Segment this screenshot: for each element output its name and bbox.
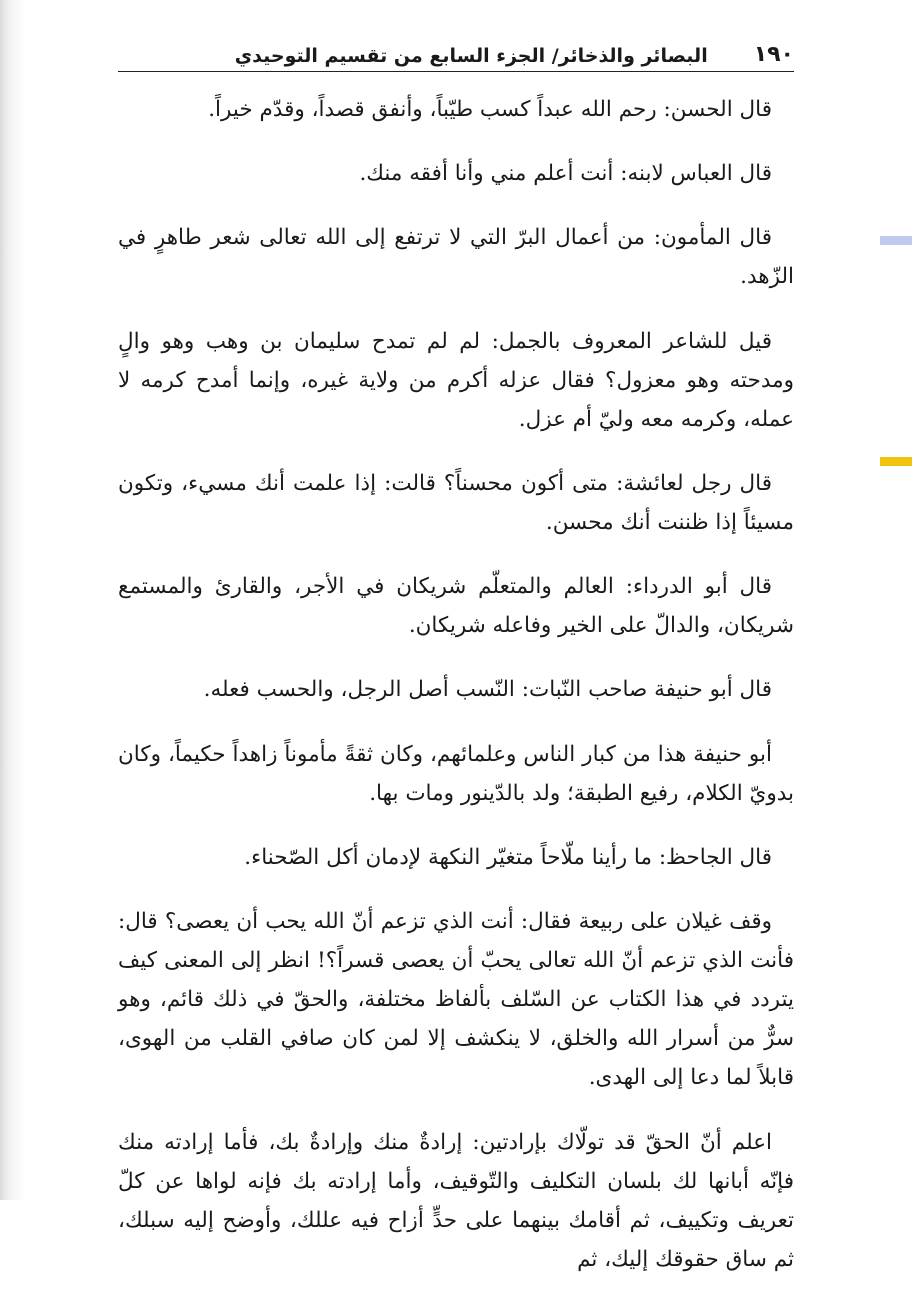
paragraph: قال الحسن: رحم الله عبداً كسب طيّباً، وأنفق قصداً، وقدّم خيراً. [208,97,772,122]
running-head: البصائر والذخائر/ الجزء السابع من تقسيم التوحيدي [234,45,708,67]
page-number: ١٩٠ [753,42,794,67]
paragraph: قال رجل لعائشة: متى أكون محسناً؟ قالت: إذا علمت أنك مسيء، وتكون مسيئاً إذا ظننت أنك محسن. [118,470,794,535]
paragraph: قال أبو حنيفة صاحب النّبات: النّسب أصل الرجل، والحسب فعله. [203,677,772,703]
paragraph: قال المأمون: من أعمال البرّ التي لا ترتفع إلى الله تعالى شعر طاهرٍ في الزّهد. [118,225,794,290]
paragraph: أبو حنيفة هذا من كبار الناس وعلمائهم، وكان ثقةً مأموناً زاهداً حكيماً، وكان بدويّ الكلام، رفيع الطبقة؛ ولد بالدّينور ومات بها. [118,741,794,806]
highlight-marker-yellow [880,457,912,466]
paragraph: قال أبو الدرداء: العالم والمتعلّم شريكان في الأجر، والقارئ والمستمع شريكان، والدالّ على الخير وفاعله شريكان. [118,574,794,639]
paragraph: قال العباس لابنه: أنت أعلم مني وأنا أفقه منك. [359,161,772,187]
paragraph: اعلم أنّ الحقّ قد تولّاك بإرادتين: إرادةٌ منك وإرادةٌ بك، فأما إرادته منك فإنّه أبانها لك بلسان التكليف والتّوقيف، وأما إرادته بك فإنه لواها عن كلّ تعريف وتكييف، ثم أقامك بينهما على حدٍّ أزاح فيه عللك، وأوضح إليه سبلك، ثم ساق حقوقك إليك، ثم [118,1129,794,1272]
paragraph: قيل للشاعر المعروف بالجمل: لم لم تمدح سليمان بن وهب وهو والٍ ومدحته وهو معزول؟ فقال عزله أكرم من ولاية غيره، وإنما أمدح كرمه لا عمله، وكرمه معه وليّ أم عزل. [118,328,794,432]
paragraph: قال الجاحظ: ما رأينا ملّاحاً متغيّر النكهة لإدمان أكل الصّحناء. [244,844,772,870]
page-edge-shadow [0,0,26,1200]
text-body [118,90,794,1304]
paragraph: وقف غيلان على ربيعة فقال: أنت الذي تزعم أنّ الله يحب أن يعصى؟ قال: فأنت الذي تزعم أنّ الله تعالى يحبّ أن يعصى قسراً؟! انظر إلى المعنى كيف يتردد في هذا الكتاب عن السّلف بألفاظ مختلفة، والحقّ في ذلك قائم، وهو سرٌّ من أسرار الله والخلق، لا ينكشف إلا لمن كان صافي القلب من الهوى، قابلاً لما دعا إلى الهدى. [118,908,794,1091]
page-header [118,32,794,72]
highlight-marker-blue [880,236,912,245]
